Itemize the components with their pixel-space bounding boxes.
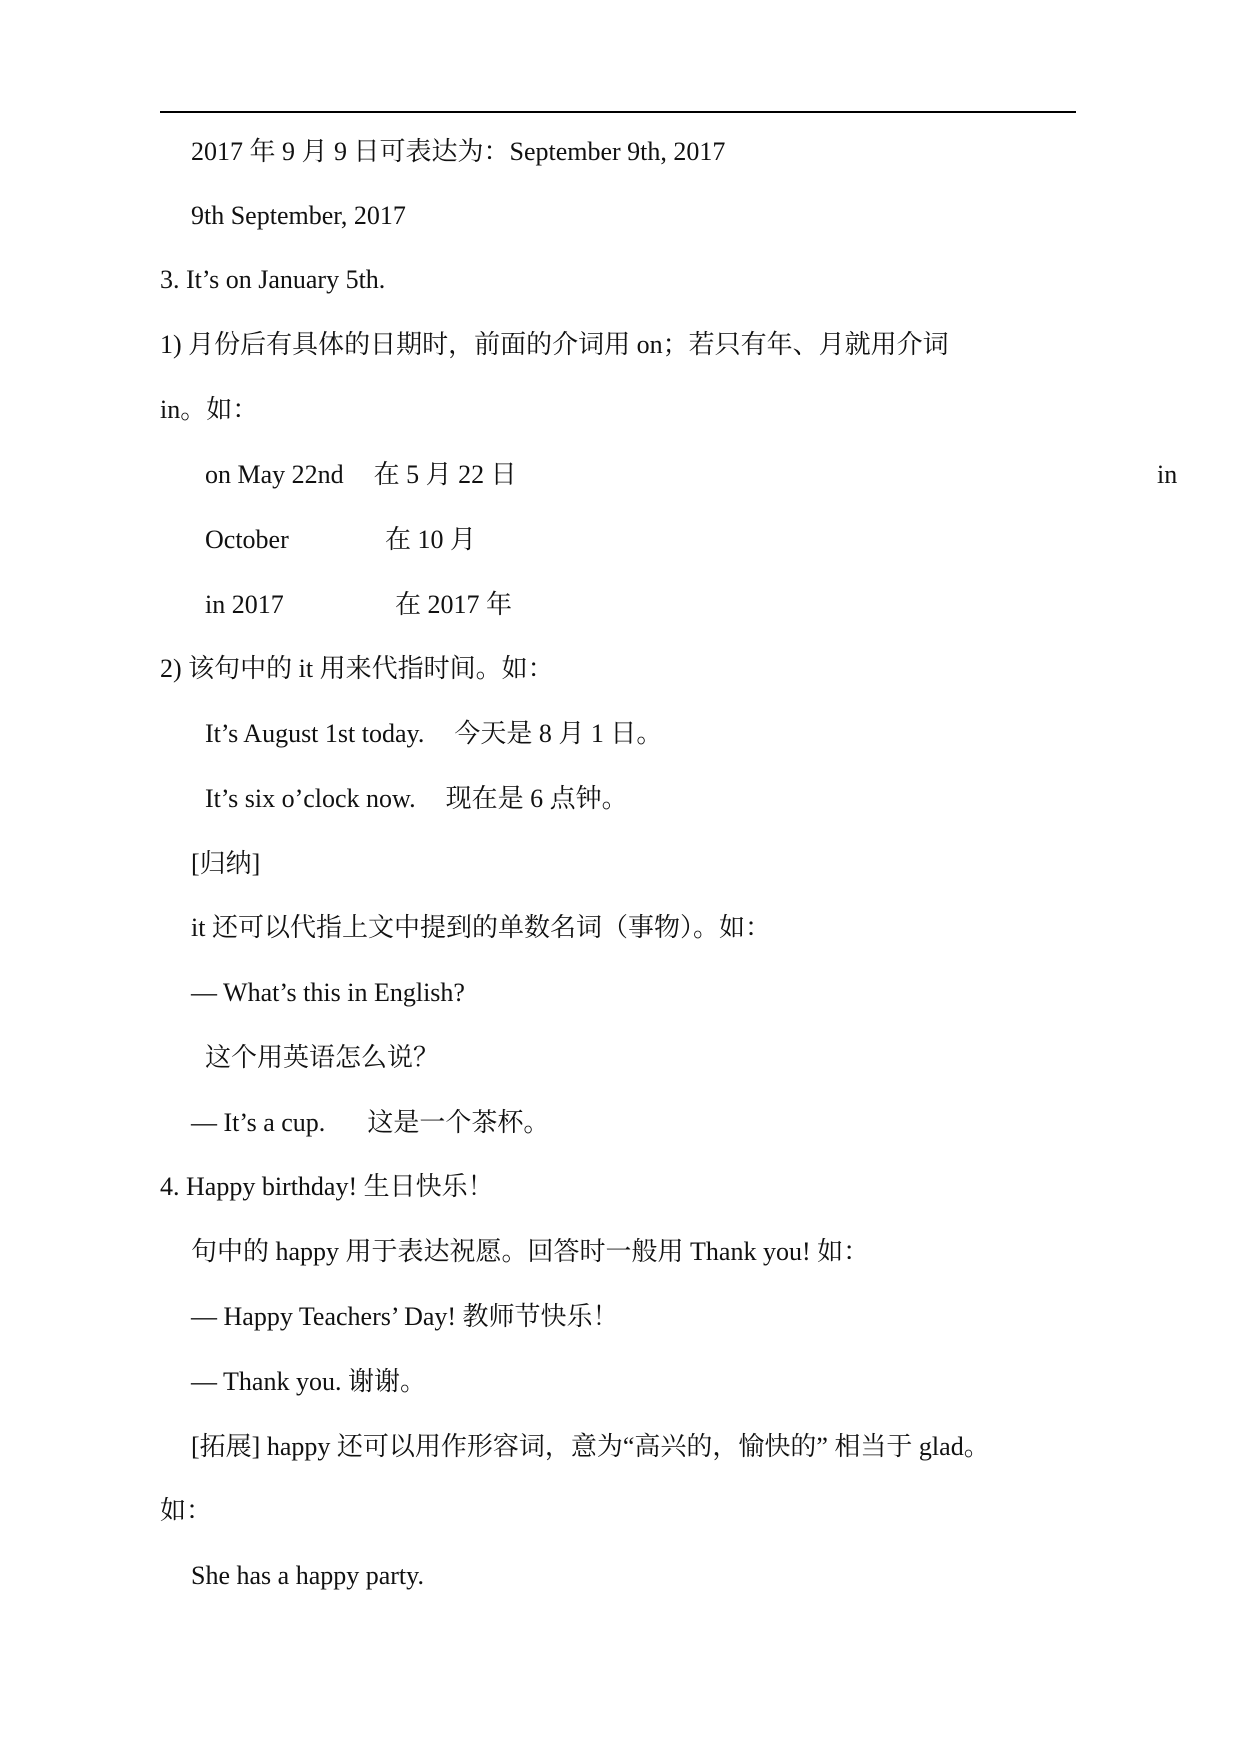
extension-text: [拓展] happy 还可以用作形容词，意为“高兴的，愉快的” 相当于 glad。 (191, 1432, 990, 1461)
example-zh: 在 2017 年 (395, 590, 513, 619)
example-zh: 这是一个茶杯。 (367, 1108, 550, 1137)
example-en: in 2017 (205, 590, 284, 619)
section-4-heading: 4. Happy birthday! 生日快乐！ (160, 1172, 494, 1201)
example-in-2017 (205, 588, 512, 622)
example-october (205, 523, 476, 557)
example-zh: 在 5 月 22 日 (373, 460, 517, 489)
dialog-reply: — Thank you. 谢谢。 (191, 1367, 426, 1396)
example-zh: 现在是 6 点钟。 (445, 784, 628, 813)
example-en: — It’s a cup. (191, 1108, 326, 1137)
summary-heading: [归纳] (191, 849, 261, 878)
example-on-may (205, 458, 517, 492)
extension-continuation: 如： (160, 1496, 213, 1525)
point-1-text: 1) 月份后有具体的日期时，前面的介词用 on；若只有年、月就用介词 (160, 330, 949, 359)
section-4-explanation: 句中的 happy 用于表达祝愿。回答时一般用 Thank you! 如： (191, 1237, 870, 1266)
dialog-greeting: — Happy Teachers’ Day! 教师节快乐！ (191, 1302, 619, 1331)
example-en: on May 22nd (205, 460, 344, 489)
dialog-question: — What’s this in English? (191, 978, 465, 1007)
date-alt-line: 9th September, 2017 (191, 201, 406, 230)
point-2-text: 2) 该句中的 it 用来代指时间。如： (160, 654, 554, 683)
date-expression-line: 2017 年 9 月 9 日可表达为：September 9th, 2017 (191, 137, 726, 166)
example-six-oclock (205, 782, 628, 816)
summary-text: it 还可以代指上文中提到的单数名词（事物）。如： (191, 913, 771, 942)
example-zh: 今天是 8 月 1 日。 (454, 719, 663, 748)
dialog-question-translation: 这个用英语怎么说？ (205, 1043, 440, 1072)
stray-in-text: in (1157, 460, 1178, 489)
dialog-answer (191, 1106, 549, 1140)
example-en: It’s August 1st today. (205, 719, 425, 748)
example-en: It’s six o’clock now. (205, 784, 416, 813)
example-zh: 在 10 月 (385, 525, 477, 554)
extension-example: She has a happy party. (191, 1561, 424, 1590)
section-3-heading: 3. It’s on January 5th. (160, 265, 386, 294)
point-1-continuation: in。如： (160, 395, 259, 424)
example-en: October (205, 525, 289, 554)
header-rule (160, 111, 1076, 113)
example-august (205, 717, 662, 751)
